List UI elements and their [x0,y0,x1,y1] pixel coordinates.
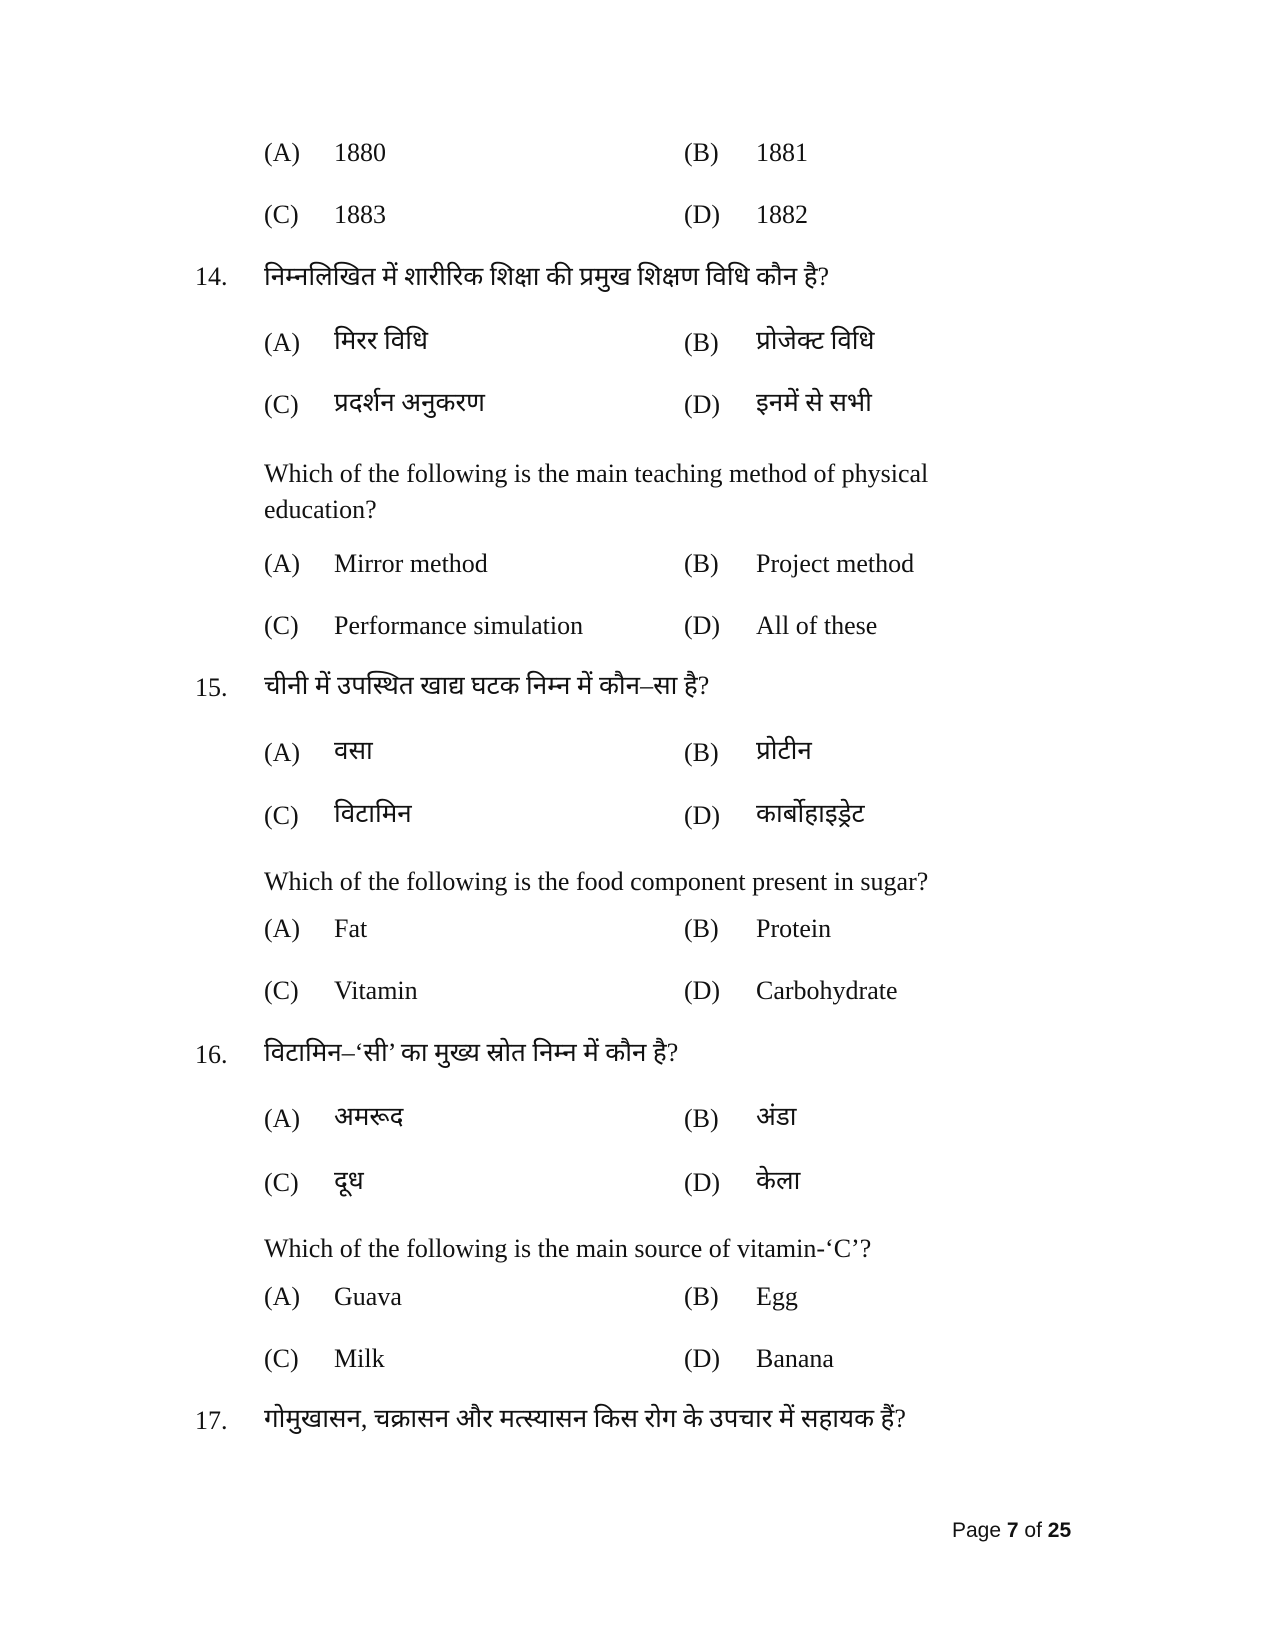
option-text: मिरर विधि [334,326,428,355]
option-label: (A) [264,328,301,357]
option-label: (B) [684,738,719,767]
option-text: प्रोटीन [756,736,812,765]
option-label: (C) [264,611,299,640]
option-text: केला [756,1166,801,1195]
option-label: (C) [264,1344,299,1373]
option-label: (A) [264,738,301,767]
option-label: (C) [264,200,299,229]
option-label: (A) [264,1282,301,1311]
question-text-english: Which of the following is the main source of vitamin-‘C’? [264,1234,872,1263]
option-label: (B) [684,1282,719,1311]
option-label: (B) [684,1104,719,1133]
option-label: (C) [264,801,299,830]
question-text-english: Which of the following is the main teaching method of physical education? [264,459,929,524]
option-text: 1882 [756,200,808,229]
question-text-hindi: निम्नलिखित में शारीरिक शिक्षा की प्रमुख शिक्षण विधि कौन है? [264,262,830,291]
option-label: (A) [264,549,301,578]
option-label: (B) [684,549,719,578]
option-label: (D) [684,611,721,640]
option-label: (A) [264,138,301,167]
option-text: All of these [756,611,878,640]
page-total: 25 [1047,1519,1072,1542]
option-text: विटामिन [334,799,412,828]
option-label: (B) [684,328,719,357]
option-text: 1881 [756,138,808,167]
option-label: (D) [684,801,721,830]
option-text: Project method [756,549,915,578]
option-text: Guava [334,1282,402,1311]
page-current: 7 [1006,1519,1019,1542]
option-label: (B) [684,138,719,167]
option-label: (C) [264,390,299,419]
option-label: (A) [264,1104,301,1133]
question-text-hindi: विटामिन–‘सी’ का मुख्य स्रोत निम्न में कौन है? [264,1038,679,1067]
question-text-hindi: गोमुखासन, चक्रासन और मत्स्यासन किस रोग के उपचार में सहायक हैं? [264,1404,906,1433]
option-text: Mirror method [334,549,488,578]
question-number: 14. [195,262,228,291]
option-text: अमरूद [334,1102,404,1131]
question-text-english: Which of the following is the food component present in sugar? [264,867,929,896]
option-text: Protein [756,914,832,943]
option-label: (A) [264,914,301,943]
page-prefix: Page [952,1519,1002,1542]
question-number: 17. [195,1406,228,1435]
option-text: Banana [756,1344,834,1373]
question-number: 16. [195,1040,228,1069]
option-text: कार्बोहाइड्रेट [756,799,865,828]
option-text: वसा [334,736,373,765]
option-text: 1880 [334,138,386,167]
option-text: Fat [334,914,368,943]
question-number: 15. [195,673,228,702]
option-label: (B) [684,914,719,943]
option-text: प्रदर्शन अनुकरण [334,388,485,417]
option-label: (D) [684,1168,721,1197]
page-number [952,1518,1071,1544]
option-text: Vitamin [334,976,418,1005]
option-label: (D) [684,1344,721,1373]
option-label: (C) [264,1168,299,1197]
option-text: इनमें से सभी [756,388,872,417]
question-text-hindi: चीनी में उपस्थित खाद्य घटक निम्न में कौन–सा है? [264,671,710,700]
option-label: (D) [684,200,721,229]
option-text: Milk [334,1344,385,1373]
option-text: Performance simulation [334,611,584,640]
option-text: अंडा [756,1102,797,1131]
option-label: (C) [264,976,299,1005]
option-label: (D) [684,976,721,1005]
option-label: (D) [684,390,721,419]
option-text: प्रोजेक्ट विधि [756,326,875,355]
option-text: Carbohydrate [756,976,898,1005]
option-text: 1883 [334,200,386,229]
page-of: of [1024,1519,1042,1542]
option-text: Egg [756,1282,798,1311]
option-text: दूध [334,1166,364,1195]
